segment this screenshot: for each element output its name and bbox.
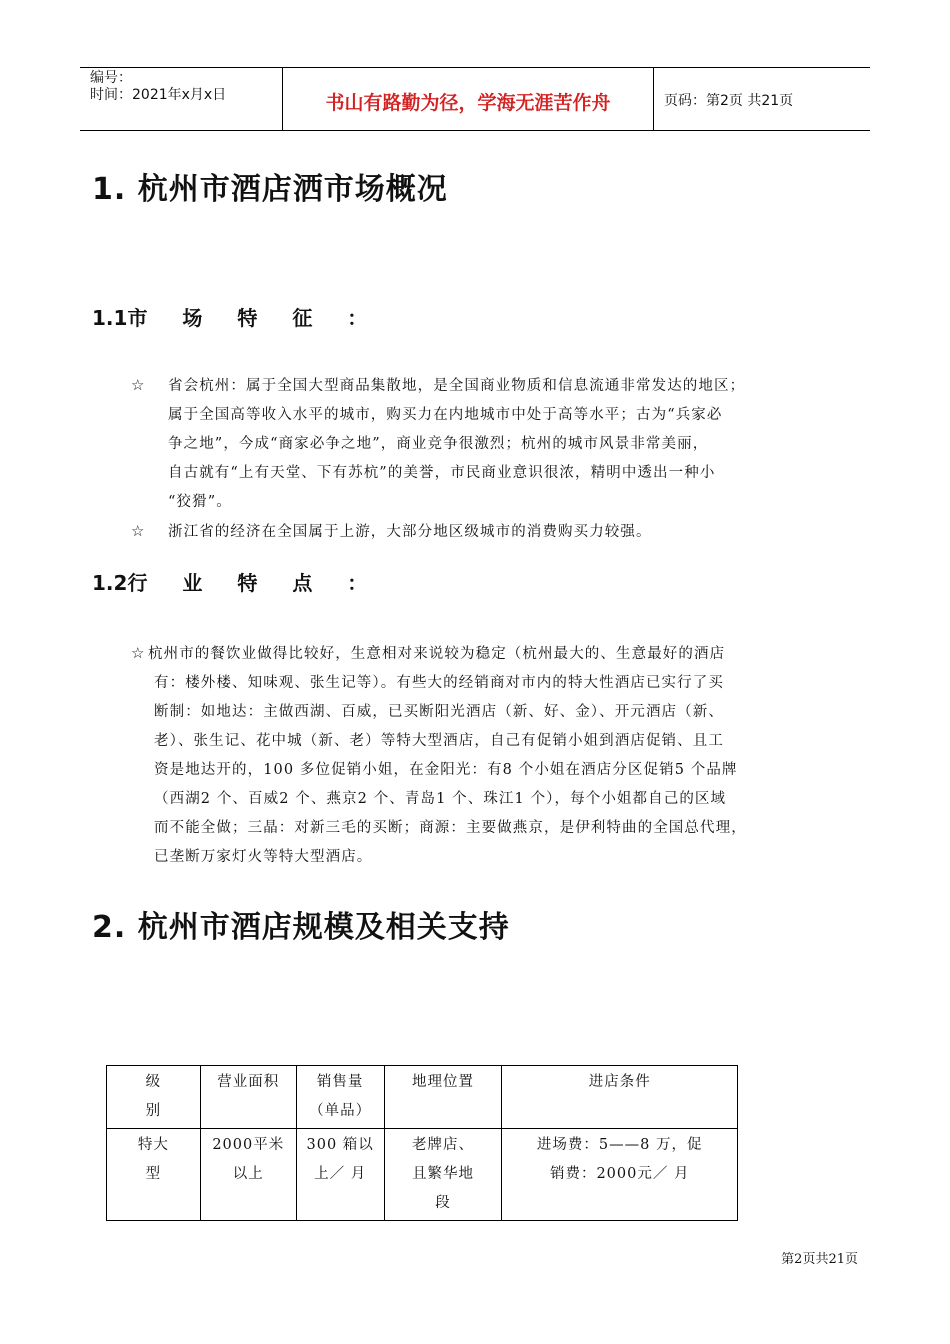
number-label: 编号： (90, 70, 132, 86)
text-line: 而不能全做；三晶：对新三毛的买断；商源：主要做燕京，是伊利特曲的全国总代理， (154, 820, 747, 836)
text-line: 省会杭州：属于全国大型商品集散地，是全国商业物质和信息流通非常发达的地区； (168, 378, 746, 394)
text-line: 争之地”，今成“商家必争之地”，商业竞争很激烈；杭州的城市风景非常美丽， (168, 436, 709, 452)
text-line: （西湖2 个、百威2 个、燕京2 个、青岛1 个、珠江1 个），每个小姐都自己的区域 (154, 791, 727, 807)
subsection-1-1-title (92, 304, 381, 332)
subsection-number: 1.1 (92, 306, 128, 330)
table-header-row (107, 1066, 738, 1129)
header-cell: 级 别 (107, 1066, 201, 1129)
header-cell: 销售量 （单品） (296, 1066, 384, 1129)
bullet-item (168, 518, 652, 547)
header-cell: 营业面积 (200, 1066, 296, 1129)
paragraph-first-line: 杭州市的餐饮业做得比较好，生意相对来说较为稳定（杭州最大的、生意最好的酒店 (148, 646, 726, 662)
text-line: 有：楼外楼、知味观、张生记等）。有些大的经销商对市内的特大性酒店已实行了买 (154, 675, 724, 691)
subsection-number: 1.2 (92, 571, 128, 595)
page-footer: 第2页共21页 (781, 1252, 858, 1267)
text-line: 资是地达开的，100 多位促销小姐，在金阳光：有8 个小姐在酒店分区促销5 个品牌 (154, 762, 738, 778)
text-line: 老）、张生记、花中城（新、老）等特大型酒店，自己有促销小姐到酒店促销、且工 (154, 733, 724, 749)
header-motto: 书山有路勤为径，学海无涯苦作舟 (282, 68, 654, 130)
star-bullet-icon: ☆ (131, 376, 145, 394)
table-cell: 2000平米 以上 (200, 1129, 296, 1221)
subsection-label: 行 业 特 点 ： (127, 571, 382, 595)
header-page-label: 页码：第2页 共21页 (664, 93, 794, 109)
paragraph-body (148, 669, 747, 872)
page-header (80, 67, 870, 131)
text-line: 自古就有“上有天堂、下有苏杭”的美誉，市民商业意识很浓，精明中透出一种小 (168, 465, 716, 481)
bullet-item (168, 372, 745, 517)
text-line: 浙江省的经济在全国属于上游，大部分地区级城市的消费购买力较强。 (168, 524, 652, 540)
table-cell: 特大 型 (107, 1129, 201, 1221)
section1-title: 1. 杭州市酒店洒市场概况 (92, 172, 448, 207)
hotel-scale-table (106, 1065, 738, 1221)
subsection-1-2-title (92, 569, 381, 597)
text-line: 属于全国高等收入水平的城市，购买力在内地城市中处于高等水平；古为“兵家必 (168, 407, 723, 423)
header-cell: 进店条件 (502, 1066, 738, 1129)
table-cell: 300 箱以 上／ 月 (296, 1129, 384, 1221)
star-bullet-icon: ☆ (131, 522, 145, 540)
header-cell: 地理位置 (384, 1066, 502, 1129)
subsection-label: 市 场 特 征 ： (127, 306, 382, 330)
time-label: 时间：2021年x月x日 (90, 87, 227, 103)
table-cell: 老牌店、 且繁华地 段 (384, 1129, 502, 1221)
text-line: “狡猾”。 (168, 494, 232, 510)
table-cell: 进场费：5——8 万，促 销费：2000元／ 月 (502, 1129, 738, 1221)
star-bullet-icon: ☆ (131, 644, 145, 662)
header-meta (80, 68, 282, 130)
text-line: 断制：如地达：主做西湖、百威，已买断阳光酒店（新、好、金）、开元酒店（新、 (154, 704, 724, 720)
table-row (107, 1129, 738, 1221)
text-line: 已垄断万家灯火等特大型酒店。 (154, 849, 373, 865)
section2-title: 2. 杭州市酒店规模及相关支持 (92, 910, 510, 945)
